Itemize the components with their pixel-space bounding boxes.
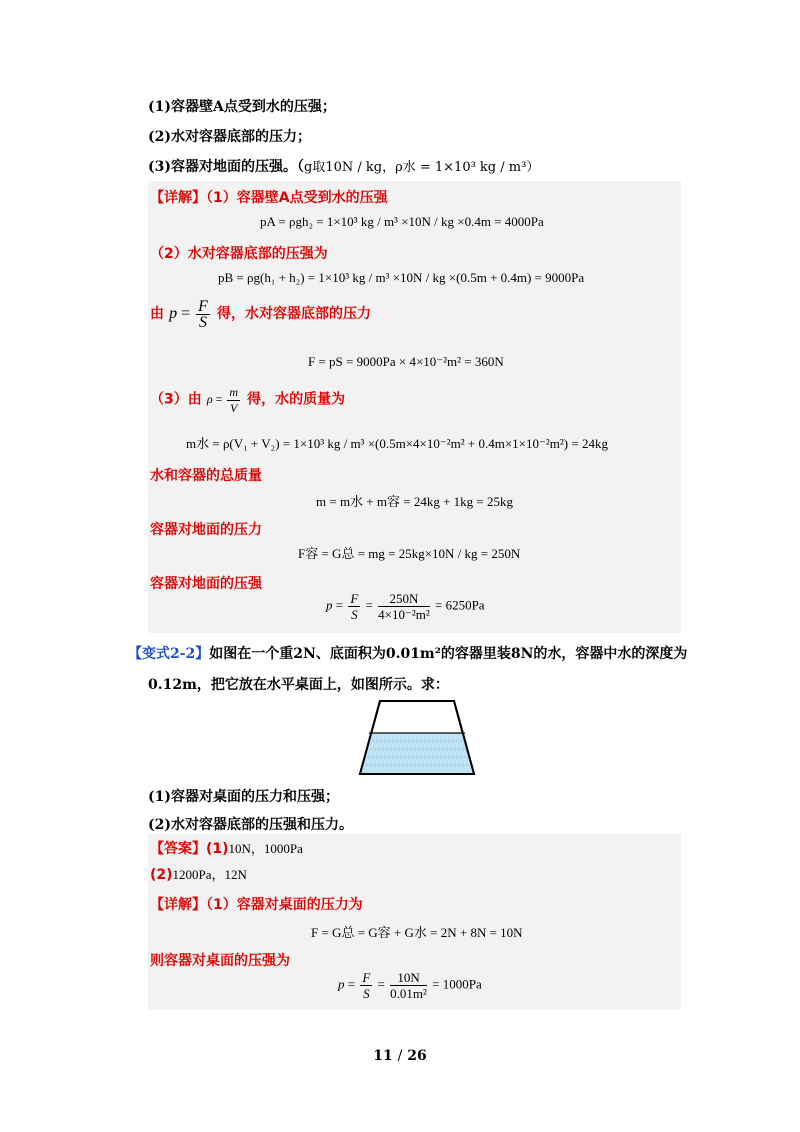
answer-2-eq1: F = G总 = G容 + G水 = 2N + 8N = 10N [311, 925, 523, 940]
solution-1-eq7: p = $\frac{F}{S}$ = $\frac{250N}{\text{4×10⁻²m²}}$ = 6250Pa [326, 591, 485, 622]
question-1-sub2: (2)水对容器底部的压力； [148, 129, 311, 145]
problem-2-tag: 【变式2-2】 [128, 646, 210, 662]
solution-1-step2b-suffix: 得，水对容器底部的压力 [217, 306, 371, 323]
solution-1-panel [148, 181, 681, 633]
answer-2-label: 【答案】(1) [150, 841, 229, 857]
answer-2-line2 [150, 864, 247, 883]
pressure-formula: p = $\frac{F}{S}$ [169, 298, 208, 331]
page-number [0, 1048, 800, 1064]
eq2-result: = 1000Pa [432, 976, 482, 992]
container-figure [354, 697, 480, 777]
question-1-sub3 [148, 156, 539, 176]
answer-2-detail-label: 【详解】（1）容器对桌面的压力为 [150, 897, 363, 913]
question-1-given: g取10N / kg，ρ水 = 1×10³ kg / m³） [304, 160, 540, 175]
answer-2-eq2: p = $\frac{F}{S}$ = $\frac{10N}{\text{0.01m²}}$ = 1000Pa [338, 970, 482, 1001]
solution-1-step6: 容器对地面的压强 [150, 576, 262, 592]
solution-1-eq4: m水 = ρ(V₁ + V₂) = 1×10³ kg / m³ ×(0.5m×4×10⁻²m² + 0.4m×1×10⁻²m²) = 24kg [186, 436, 608, 451]
answer-2-line1 [150, 838, 303, 858]
solution-1-eq1: pA = ρgh₂ = 1×10³ kg / m³ ×10N / kg ×0.4m = 4000Pa [260, 214, 544, 229]
answer-2-panel [148, 834, 681, 1010]
answer-2-value2: 1200Pa，12N [172, 867, 247, 882]
question-2-sub1: (1)容器对桌面的压力和压强； [148, 789, 339, 805]
water-fill [360, 733, 474, 774]
eq7-denominator: 4×10⁻²m² [378, 607, 430, 622]
problem-2-line1 [128, 643, 687, 663]
page-current: 11 [373, 1048, 393, 1064]
question-1-sub3-prefix: (3)容器对地面的压强。（ [148, 159, 304, 175]
solution-1-eq2: pB = ρg(h₁ + h₂) = 1×10³ kg / m³ ×10N / kg ×(0.5m + 0.4m) = 9000Pa [218, 270, 585, 285]
solution-1-eq6: F容 = G总 = mg = 25kg×10N / kg = 250N [298, 546, 521, 561]
eq2-denominator: 0.01m² [390, 986, 427, 1001]
eq7-numerator: 250N [378, 591, 430, 607]
question-1-sub1: (1)容器壁A点受到水的压强； [148, 99, 336, 115]
solution-1-step3 [150, 385, 345, 416]
answer-2-value1: 10N，1000Pa [228, 841, 303, 856]
solution-1-step2: （2）水对容器底部的压强为 [150, 246, 328, 262]
solution-1-step4: 水和容器的总质量 [150, 468, 262, 484]
answer-2-label2: (2) [150, 867, 173, 883]
solution-1-eq3: F = pS = 9000Pa × 4×10⁻²m² = 360N [308, 354, 504, 369]
solution-1-step5: 容器对地面的压力 [150, 522, 262, 538]
eq2-numerator: 10N [390, 970, 427, 986]
eq7-result: = 6250Pa [435, 597, 485, 613]
solution-1-detail-label: 【详解】（1）容器壁A点受到水的压强 [150, 190, 388, 206]
page-total: 26 [407, 1048, 427, 1064]
solution-1-step2b-prefix: 由 [150, 306, 164, 323]
solution-1-step3-prefix: （3）由 [150, 391, 202, 408]
problem-2-text1: 如图在一个重2N、底面积为0.01m²的容器里装8N的水，容器中水的深度为 [209, 646, 688, 662]
solution-1-eq5: m = m水 + m容 = 24kg + 1kg = 25kg [316, 494, 513, 509]
solution-1-step2b [150, 299, 371, 330]
density-formula: ρ = $\frac{m}{V}$ [206, 385, 239, 415]
problem-2-line2: 0.12m，把它放在水平桌面上，如图所示。求： [148, 677, 449, 693]
page-separator: / [397, 1048, 403, 1064]
answer-2-step2: 则容器对桌面的压强为 [150, 953, 290, 969]
solution-1-step3-suffix: 得，水的质量为 [247, 391, 346, 408]
question-2-sub2: (2)水对容器底部的压强和压力。 [148, 817, 353, 833]
